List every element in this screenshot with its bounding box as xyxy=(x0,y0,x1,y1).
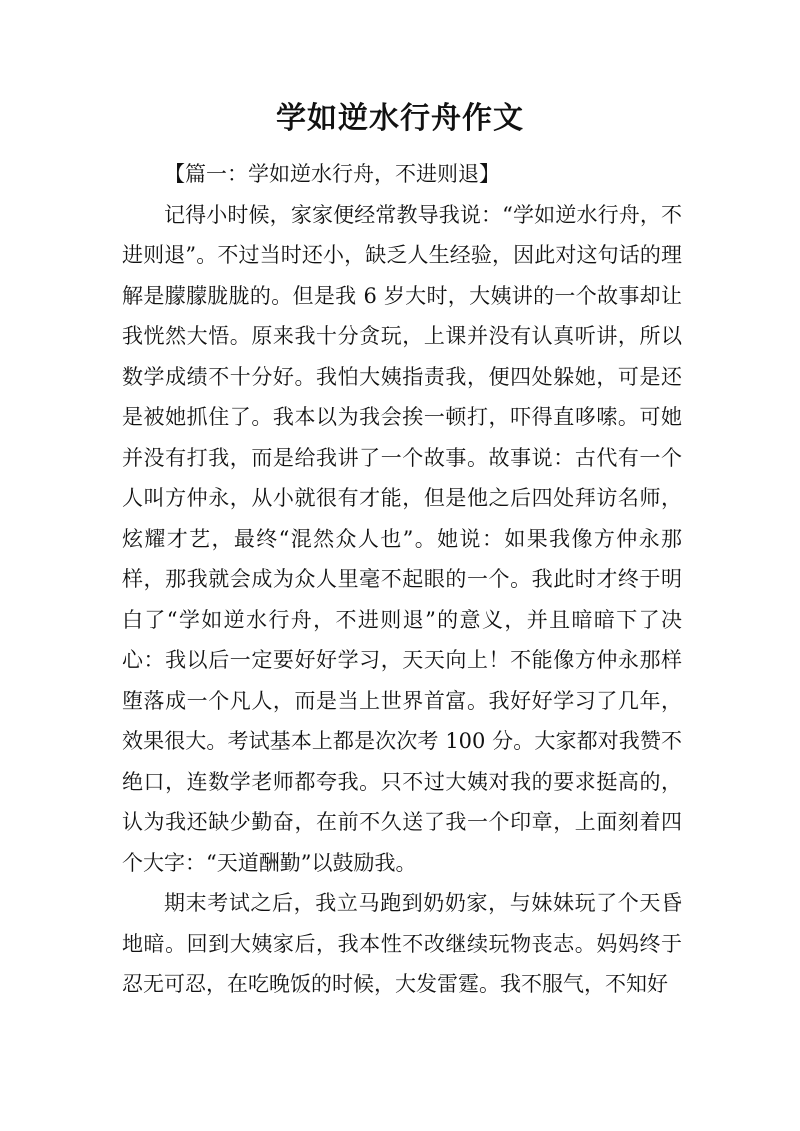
document-body xyxy=(122,154,682,1005)
paragraph: 期末考试之后，我立马跑到奶奶家，与妹妹玩了个天昏地暗。回到大姨家后，我本性不改继续玩物丧志。妈妈终于忍无可忍，在吃晚饭的时候，大发雷霆。我不服气，不知好 xyxy=(122,891,682,996)
section-heading: 【篇一：学如逆水行舟，不进则退】 xyxy=(164,162,500,186)
paragraph: 记得小时候，家家便经常教导我说：“学如逆水行舟，不进则退”。不过当时还小，缺乏人生经验，因此对这句话的理解是朦朦胧胧的。但是我 6 岁大时，大姨讲的一个故事却让我恍然大悟。原来我十分贪玩，上课并没有认真听讲，所以数学成绩不十分好。我怕大姨指责我，便四处躲她，可是还是被她抓住了。我本以为我会挨一顿打，吓得直哆嗦。可她并没有打我，而是给我讲了一个故事。故事说：古代有一个人叫方仲永，从小就很有才能，但是他之后四处拜访名师，炫耀才艺，最终“混然众人也”。她说：如果我像方仲永那样，那我就会成为众人里毫不起眼的一个。我此时才终于明白了“学如逆水行舟，不进则退”的意义，并且暗暗下了决心：我以后一定要好好学习，天天向上！不能像方仲永那样堕落成一个凡人，而是当上世界首富。我好好学习了几年，效果很大。考试基本上都是次次考 100 分。大家都对我赞不绝口，连数学老师都夸我。只不过大姨对我的要求挺高的，认为我还缺少勤奋，在前不久送了我一个印章，上面刻着四个大字：“天道酬勤”以鼓励我。 xyxy=(122,202,682,875)
document-title: 学如逆水行舟作文 xyxy=(276,101,524,136)
